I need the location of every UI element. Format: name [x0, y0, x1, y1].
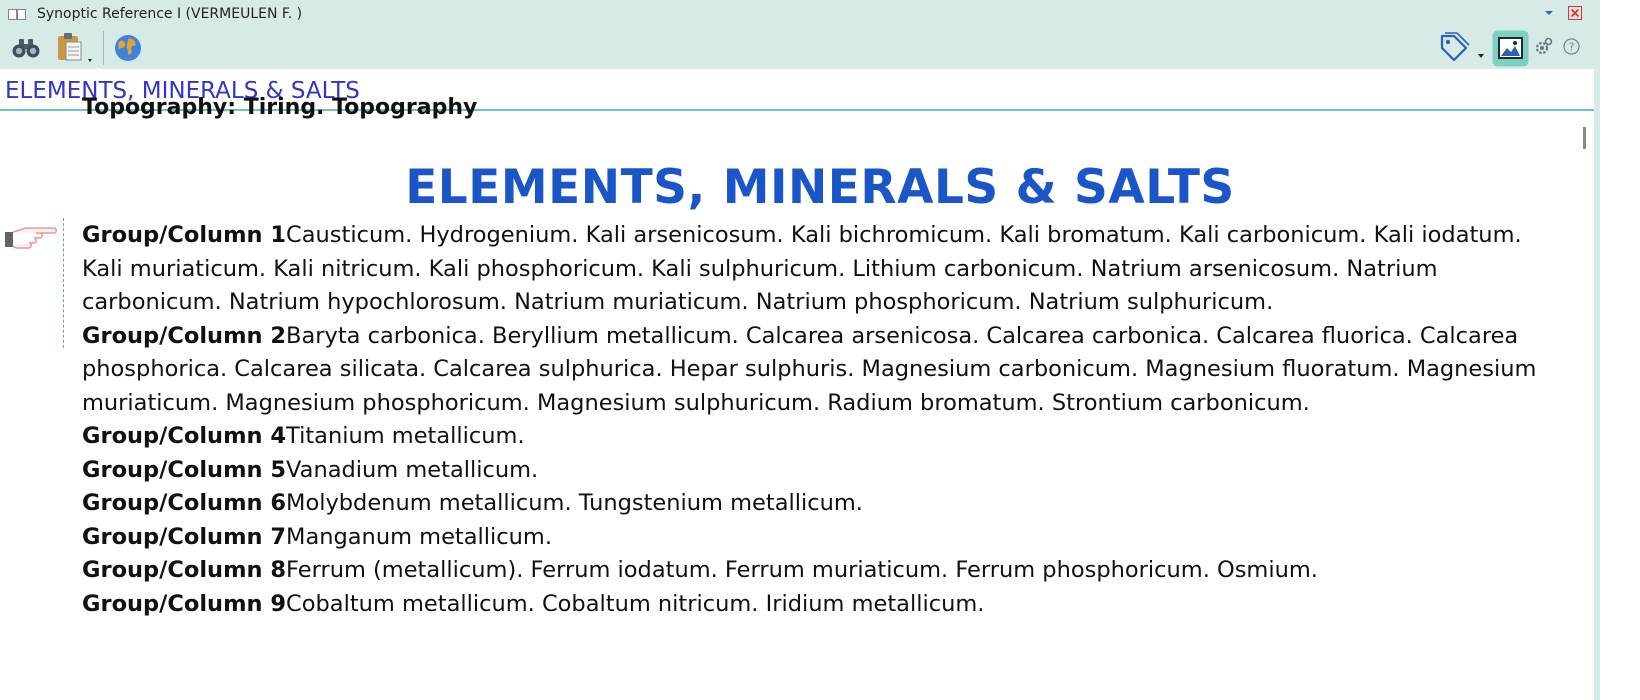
group-remedies: Baryta carbonica. Beryllium metallicum. Calcarea arsenicosa. Calcarea carbonica. Calcarea fluorica. Calcarea phosphorica. Calcarea silicata. Calcarea sulphurica. Hepar sulphuris. Magnesium carbonicum. Magnesium fluoratum. Magnesium muriaticum. Magnesium phosphoricum. Magnesium sulphuricum. Radium bromatum. Strontium carbonicum.: [82, 322, 1537, 416]
group-label: Group/Column 9: [82, 590, 287, 617]
page-heading: ELEMENTS, MINERALS & SALTS: [405, 160, 1235, 215]
group-remedies: Cobaltum metallicum. Cobaltum nitricum. Iridium metallicum.: [286, 590, 985, 617]
group-remedies: Ferrum (metallicum). Ferrum iodatum. Ferrum muriaticum. Ferrum phosphoricum. Osmium.: [286, 557, 1318, 583]
toolbar: [0, 27, 1600, 69]
pointing-hand-icon[interactable]: [4, 222, 58, 252]
tag-icon[interactable]: [1438, 32, 1470, 64]
group-entry: [82, 454, 1562, 488]
window-title: Synoptic Reference I (VERMEULEN F. ): [37, 6, 303, 22]
close-icon[interactable]: [1568, 6, 1582, 20]
group-remedies: Manganum metallicum.: [286, 523, 552, 550]
section-label[interactable]: ELEMENTS, MINERALS & SALTS: [5, 78, 360, 104]
toolbar-separator: [103, 31, 104, 65]
group-remedies: Vanadium metallicum.: [286, 456, 539, 483]
group-label: Group/Column 8: [82, 557, 287, 583]
scrollbar-thumb[interactable]: [1583, 127, 1586, 149]
group-entry: [82, 554, 1562, 588]
group-remedies: Molybdenum metallicum. Tungstenium metallicum.: [286, 490, 863, 516]
group-entry: [82, 487, 1562, 521]
document-content: [0, 95, 1578, 700]
binoculars-icon[interactable]: [11, 36, 41, 60]
image-icon[interactable]: [1492, 30, 1529, 67]
group-entry: [82, 219, 1562, 320]
clipped-text-line: Topography: Tiring. Topography: [82, 95, 478, 120]
group-label: Group/Column 2: [82, 322, 287, 349]
group-remedies: Titanium metallicum.: [286, 423, 525, 449]
book-icon: [8, 9, 26, 20]
vertical-scrollbar[interactable]: [1578, 111, 1594, 700]
clipboard-icon[interactable]: [55, 32, 95, 64]
group-entry: [82, 588, 1562, 622]
group-entry: [82, 521, 1562, 555]
selection-marker-line: [63, 218, 64, 348]
chevron-down-icon[interactable]: [1476, 52, 1486, 60]
gear-icon[interactable]: [1535, 37, 1553, 55]
group-label: Group/Column 6: [82, 490, 287, 516]
group-label: Group/Column 1: [82, 222, 287, 248]
group-label: Group/Column 4: [82, 423, 287, 449]
group-entry: [82, 420, 1562, 454]
group-entry: [82, 320, 1562, 421]
globe-icon[interactable]: [113, 33, 143, 63]
group-list: [82, 219, 1562, 621]
window-edge: [1594, 27, 1600, 700]
group-label: Group/Column 7: [82, 523, 287, 550]
group-label: Group/Column 5: [82, 456, 287, 483]
group-remedies: Causticum. Hydrogenium. Kali arsenicosum. Kali bichromicum. Kali bromatum. Kali carbonicum. Kali iodatum. Kali muriaticum. Kali nitricum. Kali phosphoricum. Kali sulphuricum. Lithium carbonicum. Natrium arsenicosum. Natrium carbonicum. Natrium hypochlorosum. Natrium muriaticum. Natrium phosphoricum. Natrium sulphuricum.: [82, 222, 1522, 315]
help-icon[interactable]: [1563, 38, 1580, 55]
svg-text:?: ?: [1568, 40, 1575, 54]
title-bar: [0, 0, 1600, 27]
minimize-icon[interactable]: [1543, 7, 1555, 19]
